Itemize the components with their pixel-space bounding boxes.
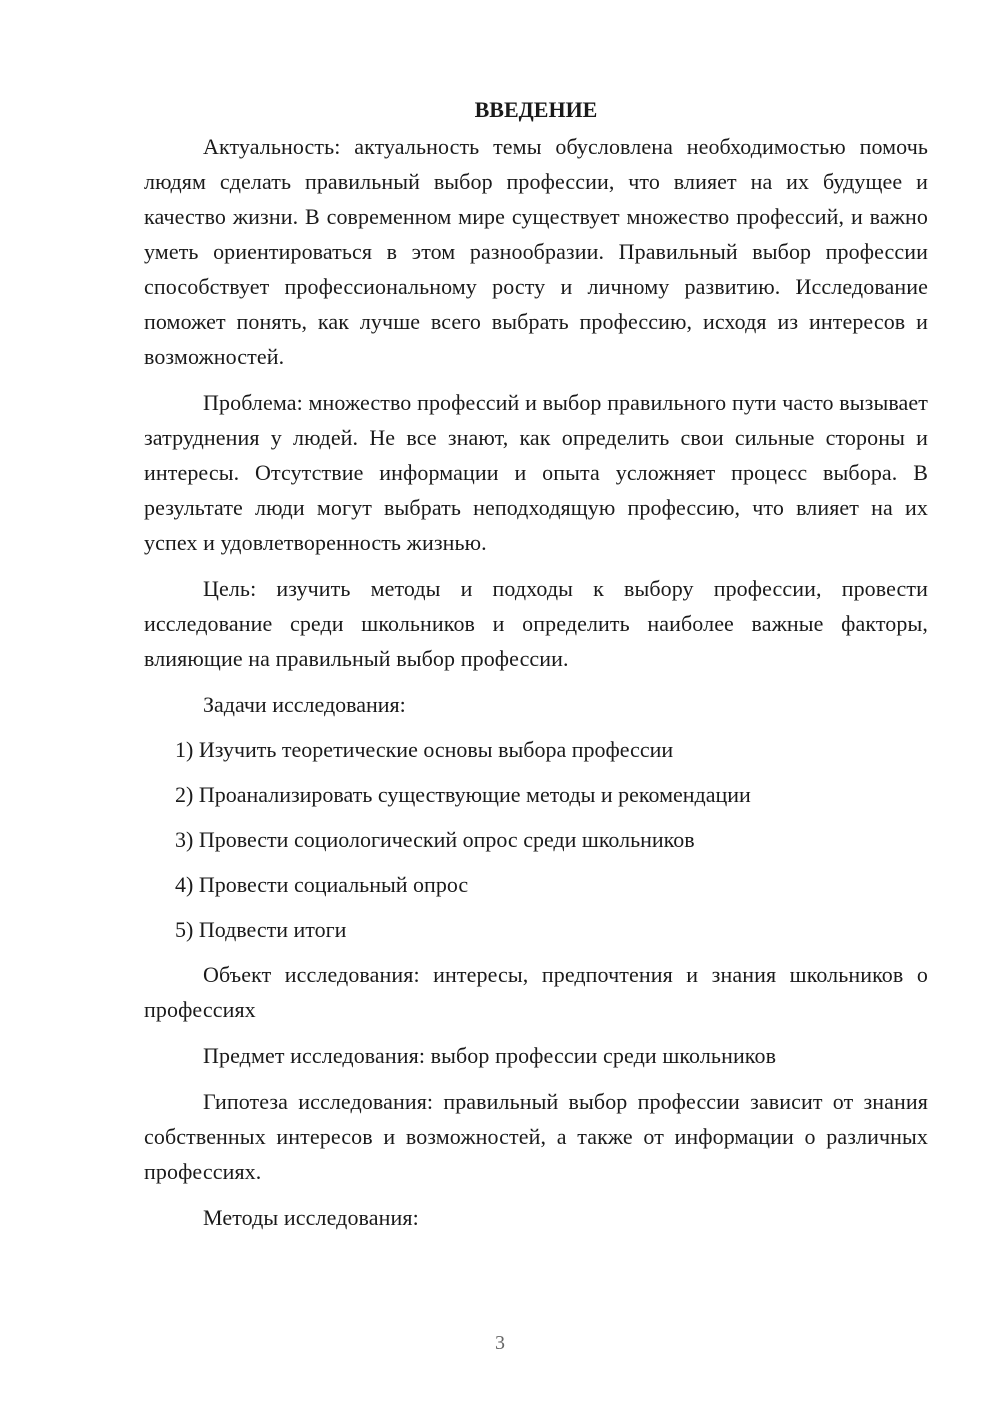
task-item: 2) Проанализировать существующие методы и рекомендации	[175, 782, 751, 807]
subject-paragraph: Предмет исследования: выбор профессии среди школьников	[203, 1043, 777, 1068]
methods-heading: Методы исследования:	[203, 1205, 419, 1230]
document-page	[144, 92, 928, 1246]
task-item: 3) Провести социологический опрос среди школьников	[175, 827, 695, 852]
object-paragraph: Объект исследования: интересы, предпочтения и знания школьников о профессиях	[144, 962, 928, 1022]
relevance-paragraph: Актуальность: актуальность темы обусловлена необходимостью помочь людям сделать правильный выбор профессии, что влияет на их будущее и качество жизни. В современном мире существует множество профессий, и важно уметь ориентироваться в этом разнообразии. Правильный выбор профессии способствует профессиональному росту и личному развитию. Исследование поможет понять, как лучше всего выбрать профессию, исходя из интересов и возможностей.	[144, 134, 928, 369]
page-title: ВВЕДЕНИЕ	[474, 97, 598, 122]
hypothesis-paragraph: Гипотеза исследования: правильный выбор профессии зависит от знания собственных интересов и возможностей, а также от информации о различных профессиях.	[144, 1089, 928, 1184]
task-item: 1) Изучить теоретические основы выбора профессии	[175, 737, 674, 762]
tasks-heading: Задачи исследования:	[203, 692, 406, 717]
problem-paragraph: Проблема: множество профессий и выбор правильного пути часто вызывает затруднения у людей. Не все знают, как определить свои сильные стороны и интересы. Отсутствие информации и опыта усложняет процесс выбора. В результате люди могут выбрать неподходящую профессию, что влияет на их успех и удовлетворенность жизнью.	[144, 390, 928, 555]
goal-paragraph: Цель: изучить методы и подходы к выбору профессии, провести исследование среди школьников и определить наиболее важные факторы, влияющие на правильный выбор профессии.	[144, 576, 928, 671]
page-number: 3	[495, 1332, 505, 1354]
task-item: 5) Подвести итоги	[175, 917, 347, 942]
tasks-list	[144, 732, 928, 947]
task-item: 4) Провести социальный опрос	[175, 872, 469, 897]
